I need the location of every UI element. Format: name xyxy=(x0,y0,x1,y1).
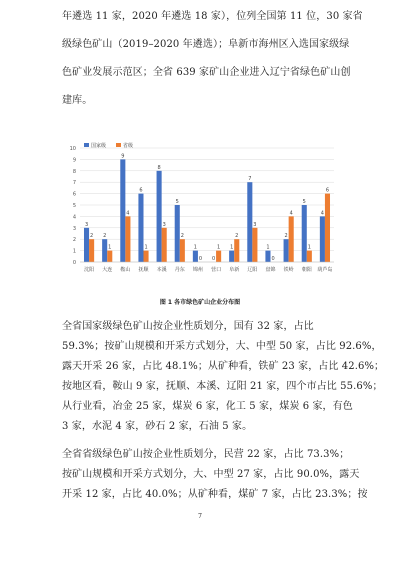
data-label: 4 xyxy=(320,210,324,217)
x-tick-label: 沈阳 xyxy=(84,267,95,273)
bar xyxy=(89,239,94,262)
bar xyxy=(144,251,149,262)
y-tick-label: 5 xyxy=(72,203,76,209)
y-tick-label: 0 xyxy=(72,260,76,266)
data-label: 4 xyxy=(289,210,293,217)
bar xyxy=(193,251,198,262)
bar xyxy=(120,159,125,262)
text-line: 级绿色矿山（2019–2020 年遴选）；阜新市海州区入选国家级绿 xyxy=(62,39,350,50)
bar xyxy=(138,194,143,262)
data-label: 9 xyxy=(121,153,125,160)
bar xyxy=(284,239,289,262)
text-line: 按矿山规模和开采方式划分，大、中型 27 家，占比 90.0%，露天 xyxy=(62,469,360,480)
text-line: 建库。 xyxy=(62,95,93,106)
data-label: 7 xyxy=(248,176,252,183)
y-tick-label: 3 xyxy=(72,225,76,232)
bar xyxy=(180,239,185,262)
chart-svg xyxy=(62,140,342,290)
y-tick-label: 2 xyxy=(72,237,76,244)
x-tick-label: 铁岭 xyxy=(283,267,294,273)
data-label: 2 xyxy=(180,233,184,240)
x-tick-label: 葫芦岛 xyxy=(317,267,333,273)
data-label: 5 xyxy=(302,199,306,205)
data-label: 4 xyxy=(126,210,130,217)
data-label: 1 xyxy=(307,244,311,251)
data-label: 5 xyxy=(175,199,179,205)
bar xyxy=(247,182,252,262)
legend-swatch xyxy=(116,143,121,147)
y-tick-label: 6 xyxy=(72,191,76,198)
x-tick-label: 朝阳 xyxy=(301,267,312,273)
x-tick-label: 鞍山 xyxy=(120,267,131,273)
x-tick-label: 营口 xyxy=(211,267,222,273)
x-tick-label: 锦州 xyxy=(192,267,203,273)
data-label: 1 xyxy=(193,244,197,251)
x-tick-label: 丹东 xyxy=(174,267,185,273)
text-line: 年遴选 11 家，2020 年遴选 18 家），位列全国第 11 位，30 家省 xyxy=(62,11,363,22)
data-label: 1 xyxy=(144,244,148,251)
bar xyxy=(107,251,112,262)
bar xyxy=(229,251,234,262)
bar xyxy=(157,171,162,262)
data-label: 0 xyxy=(211,256,216,262)
legend-label: 国家级 xyxy=(91,143,107,149)
text-line: 色矿业发展示范区；全省 639 家矿山企业进入辽宁省绿色矿山创 xyxy=(62,67,351,78)
bar xyxy=(252,228,257,262)
y-tick-label: 4 xyxy=(72,214,76,221)
data-label: 1 xyxy=(108,244,112,251)
x-tick-label: 辽阳 xyxy=(247,267,258,273)
data-label: 6 xyxy=(139,187,143,194)
bar xyxy=(320,216,325,262)
bar xyxy=(325,194,330,262)
text-line: 3 家，水泥 4 家，砂石 2 家，石油 5 家。 xyxy=(62,421,253,432)
y-tick-label: 9 xyxy=(72,157,76,164)
legend-swatch xyxy=(84,143,89,147)
data-label: 6 xyxy=(325,187,330,194)
data-label: 8 xyxy=(157,164,161,171)
x-tick-label: 本溪 xyxy=(156,267,167,273)
bar xyxy=(307,251,312,262)
text-line: 从行业看，冶金 25 家，煤炭 6 家，化工 5 家，煤炭 6 家，有色 xyxy=(62,401,353,412)
data-label: 3 xyxy=(253,221,257,228)
text-line: 开采 12 家，占比 40.0%；从矿种看，煤矿 7 家，占比 23.3%；按 xyxy=(62,489,368,500)
x-tick-label: 抚顺 xyxy=(138,267,149,273)
x-tick-label: 盘锦 xyxy=(265,267,276,273)
text-line: 露天开采 26 家，占比 48.1%；从矿种看，铁矿 23 家，占比 42.6%； xyxy=(62,361,385,372)
bar-chart xyxy=(62,140,342,290)
data-label: 0 xyxy=(271,256,275,262)
data-label: 2 xyxy=(235,233,239,240)
text-line: 全省省级绿色矿山按企业性质划分，民营 22 家，占比 73.3%； xyxy=(62,449,350,460)
page-number: 7 xyxy=(198,513,202,520)
data-label: 3 xyxy=(162,221,166,228)
bar xyxy=(216,251,221,262)
y-tick-label: 1 xyxy=(72,248,76,255)
data-label: 1 xyxy=(266,244,270,251)
data-label: 3 xyxy=(84,221,89,228)
bar xyxy=(234,239,239,262)
x-tick-label: 大连 xyxy=(102,267,113,273)
y-tick-label: 8 xyxy=(72,168,76,175)
y-tick-label: 7 xyxy=(72,180,76,187)
data-label: 1 xyxy=(217,244,221,251)
data-label: 0 xyxy=(198,256,203,262)
x-tick-label: 阜新 xyxy=(229,267,240,273)
bar xyxy=(102,239,107,262)
legend-label: 省级 xyxy=(123,143,134,149)
bar xyxy=(125,216,130,262)
data-label: 2 xyxy=(90,233,94,240)
data-label: 2 xyxy=(103,233,107,240)
y-tick-label: 10 xyxy=(69,146,76,152)
data-label: 1 xyxy=(230,244,234,251)
bar xyxy=(289,216,294,262)
bar xyxy=(265,251,270,262)
data-label: 2 xyxy=(284,233,288,240)
bar xyxy=(302,205,307,262)
bar xyxy=(175,205,180,262)
text-line: 按地区看，鞍山 9 家，抚顺、本溪、辽阳 21 家，四个市占比 55.6%； xyxy=(62,381,383,392)
figure-caption: 图 1 各市绿色矿山企业分布图 xyxy=(159,299,241,306)
bar xyxy=(162,228,167,262)
bar xyxy=(84,228,89,262)
text-line: 全省国家级绿色矿山按企业性质划分，国有 32 家，占比 xyxy=(62,321,314,332)
text-line: 59.3%；按矿山规模和开采方式划分，大、中型 50 家，占比 92.6%， xyxy=(62,341,382,352)
